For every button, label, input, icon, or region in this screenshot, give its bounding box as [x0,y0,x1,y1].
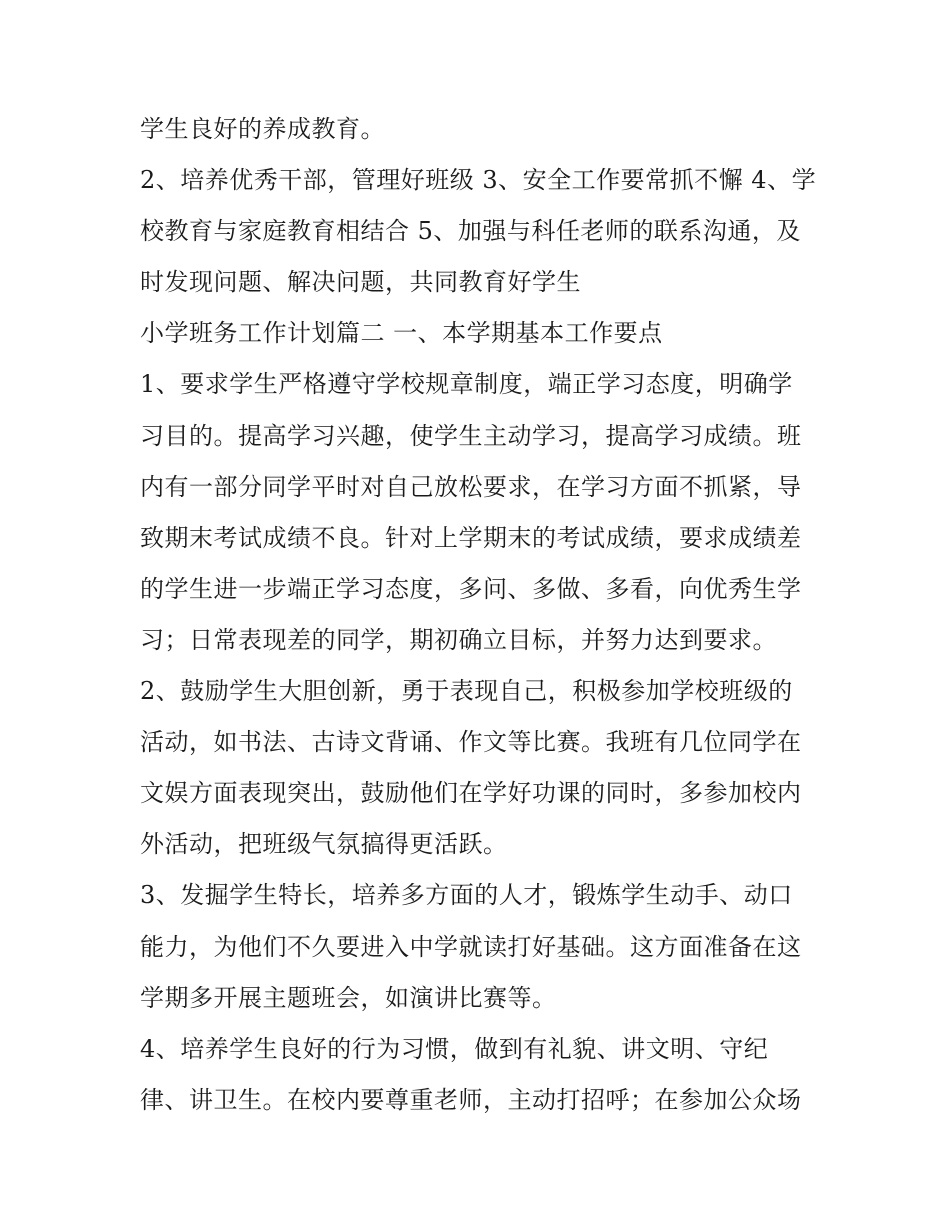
text-line: 活动，如书法、古诗文背诵、作文等比赛。我班有几位同学在 [140,728,802,757]
text-line: 律、讲卫生。在校内要尊重老师，主动打招呼；在参加公众场 [140,1085,802,1114]
text-line: 文娱方面表现突出，鼓励他们在学好功课的同时，多参加校内 [140,779,802,808]
text-line: 学期多开展主题班会，如演讲比赛等。 [140,983,557,1012]
text-line: 习目的。提高学习兴趣，使学生主动学习，提高学习成绩。班 [140,421,802,450]
document-body [140,104,820,1126]
text-line: 3、发掘学生特长，培养多方面的人才，锻炼学生动手、动口 [140,881,793,910]
text-line: 4、培养学生良好的行为习惯，做到有礼貌、讲文明、守纪 [140,1034,769,1063]
text-line: 1、要求学生严格遵守学校规章制度，端正学习态度，明确学 [140,370,793,399]
text-line: 2、鼓励学生大胆创新，勇于表现自己，积极参加学校班级的 [140,677,793,706]
section-heading: 小学班务工作计划篇二 一、本学期基本工作要点 [140,319,663,348]
text-line: 内有一部分同学平时对自己放松要求，在学习方面不抓紧，导 [140,472,802,501]
text-line: 习；日常表现差的同学，期初确立目标，并努力达到要求。 [140,625,777,654]
text-line: 时发现问题、解决问题，共同教育好学生 [140,268,581,297]
text-line: 能力，为他们不久要进入中学就读打好基础。这方面准备在这 [140,932,802,961]
text-line: 外活动，把班级气氛搞得更活跃。 [140,830,508,859]
text-line: 2、培养优秀干部，管理好班级 3、安全工作要常抓不懈 4、学 [140,166,817,195]
text-line: 学生良好的养成教育。 [140,115,385,143]
text-line: 的学生进一步端正学习态度，多问、多做、多看，向优秀生学 [140,574,802,603]
text-line: 校教育与家庭教育相结合 5、加强与科任老师的联系沟通，及 [140,217,801,246]
text-line: 致期末考试成绩不良。针对上学期末的考试成绩，要求成绩差 [140,523,802,552]
